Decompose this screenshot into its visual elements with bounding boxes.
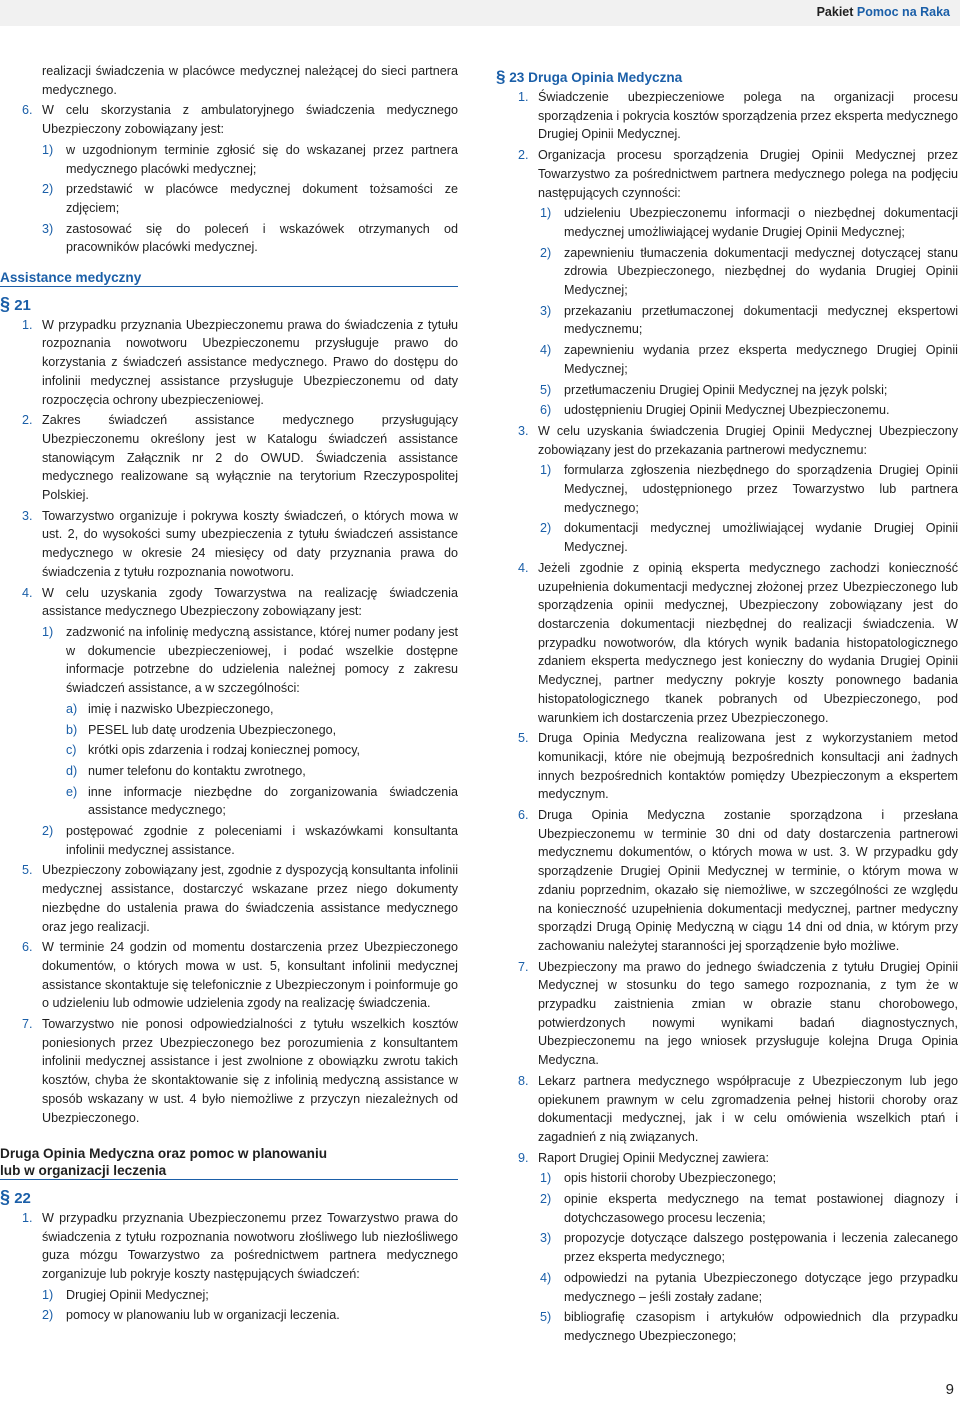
- item-6-sublist: [0, 141, 458, 257]
- item-text: przetłumaczeniu Drugiej Opinii Medycznej na język polski;: [564, 382, 888, 397]
- list-item: [0, 822, 458, 859]
- item-number: 2.: [518, 148, 529, 163]
- numbered-item: [0, 411, 458, 505]
- item-text: udostępnieniu Drugiej Opinii Medycznej Ubezpieczonemu.: [564, 403, 890, 418]
- paragraph-22-sign: [0, 1188, 458, 1209]
- item-text: bibliografię czasopism i artykułów odpowiednich dla przypadku medycznego Ubezpieczonego;: [564, 1310, 958, 1343]
- item-number: d): [66, 763, 78, 778]
- item-text: W terminie 24 godzin od momentu dostarczenia przez Ubezpieczonego dokumentów, o których mowa w ust. 5, konsultant infolinii medycznej assistance skontaktuje się telefonicznie z Ubezpieczonym i poinformuje go o udzieleniu lub odmowie udzielenia zgody na realizację świadczenia.: [42, 940, 458, 1011]
- paragraph-number: 22: [14, 1190, 31, 1208]
- right-item-2-sublist: [496, 204, 958, 420]
- list-item: [0, 1306, 458, 1325]
- item-number: 2): [540, 245, 552, 260]
- item-number: 8.: [518, 1073, 529, 1088]
- item-number: 3): [42, 221, 54, 236]
- item-text: Druga Opinia Medyczna realizowana jest z wykorzystaniem metod komunikacji, które nie obejmują bezpośrednich konsultacji ani żadnych innych bezpośrednich kontaktów pomiędzy Ubezpieczonym a ekspertem medycznym.: [538, 731, 958, 802]
- item-number: 1.: [22, 1210, 33, 1225]
- item-number: 1): [42, 1287, 54, 1302]
- paragraph-title: Druga Opinia Medyczna: [528, 70, 683, 85]
- item-number: 5): [540, 1310, 552, 1325]
- right-item-1: [496, 88, 958, 144]
- list-item: [496, 302, 958, 339]
- item-text: krótki opis zdarzenia i rodzaj koniecznej pomocy,: [88, 743, 361, 758]
- numbered-item: [496, 729, 958, 804]
- list-item: [0, 141, 458, 178]
- item-number: 4): [540, 1270, 552, 1285]
- item-text: opinie eksperta medycznego na temat postawionej diagnozy i dotychczasowego procesu leczenia;: [564, 1192, 958, 1225]
- item-text: dokumentacji medycznej umożliwiającej wydanie Drugiej Opinii Medycznej.: [564, 521, 958, 555]
- item-number: 1): [540, 206, 552, 221]
- item-text: Jeżeli zgodnie z opinią eksperta medycznego zachodzi konieczność uzupełnienia dokumentacji medycznej złożonej przez Ubezpieczonego lub sporządzenia opinii medycznej, Ubezpieczony zobowiązany jest do dostarczenia dokumentacji niezbędnej do realizacji świadczenia. W przypadku nowotworów, dla których wynik badania histopatologicznego zdaniem eksperta medycznego jest konieczny do wydania Drugiej Opinii Medycznej, partner medyczny pokryje koszty ponownego badania histopatologicznego tkanek pobranych od Ubezpieczonego, pod warunkiem ich dostarczenia przez Ubezpieczonego.: [538, 560, 958, 725]
- item-text: udzieleniu Ubezpieczonemu informacji o niezbędnej dokumentacji medycznej umożliwiającej wydanie Drugiej Opinii Medycznej;: [564, 206, 958, 239]
- item-text: PESEL lub datę urodzenia Ubezpieczonego,: [88, 722, 337, 737]
- list-item: [0, 623, 458, 698]
- right-item-3-sublist: [496, 461, 958, 557]
- item-number: 5.: [518, 731, 529, 746]
- item-number: 7.: [518, 959, 529, 974]
- list-item: [0, 220, 458, 257]
- item-number: c): [66, 743, 77, 758]
- item-text: W celu uzyskania świadczenia Drugiej Opinii Medycznej Ubezpieczony zobowiązany jest do przekazania partnerowi medycznemu:: [538, 423, 958, 457]
- item-number: 1): [540, 463, 552, 478]
- item-number: 4.: [518, 560, 529, 575]
- item-number: 3.: [518, 423, 529, 438]
- paragraph-21-sign: [0, 295, 458, 316]
- item-number: 2): [540, 1192, 552, 1207]
- item-text: propozycje dotyczące dalszego postępowania i leczenia zalecanego przez eksperta medycznego;: [564, 1231, 958, 1265]
- numbered-item: [0, 316, 458, 410]
- list-item: [496, 519, 958, 556]
- item-text: Organizacja procesu sporządzenia Drugiej Opinii Medycznej przez Towarzystwo za pośrednictwem partnera medycznego polega na podjęciu następujących czynności:: [538, 148, 958, 200]
- item-text: Zakres świadczeń assistance medycznego przysługujący Ubezpieczonemu określony jest w Katalogu świadczeń assistance stanowiącym Załącznik nr 2 do OWUD. Świadczenia assistance medycznego realizowane są wyłącznie na terytorium Rzeczypospolitej Polskiej.: [42, 413, 458, 503]
- right-items-rest: [496, 559, 958, 1168]
- page-header: [0, 0, 960, 26]
- numbered-item: [496, 422, 958, 459]
- item-number: 6.: [518, 808, 529, 823]
- section-symbol: §: [0, 1187, 11, 1208]
- section-symbol: §: [0, 294, 11, 315]
- brand-title: [817, 5, 950, 19]
- item-number: 5.: [22, 863, 33, 878]
- list-item: [496, 461, 958, 517]
- section-symbol: §: [496, 67, 506, 86]
- numbered-item: [496, 559, 958, 727]
- item-text: formularza zgłoszenia niezbędnego do sporządzenia Drugiej Opinii Medycznej, udostępnionego przez Towarzystwo lub partnera medycznego;: [564, 463, 958, 515]
- item-number: 1.: [22, 317, 33, 332]
- list-item: [496, 1229, 958, 1266]
- paragraph-21-rest: [0, 861, 458, 1127]
- list-item: [496, 244, 958, 300]
- right-item-3: [496, 422, 958, 459]
- numbered-item: [496, 146, 958, 202]
- intro-continuation: realizacji świadczenia w placówce medycznej należącej do sieci partnera medycznego.: [42, 64, 458, 97]
- paragraph-21-list: [0, 316, 458, 621]
- list-item: [496, 1269, 958, 1306]
- item-text: postępować zgodnie z poleceniami i wskazówkami konsultanta infolinii medycznej assistance.: [66, 824, 458, 857]
- item-text: przekazaniu przetłumaczonej dokumentacji medycznej ekspertowi medycznemu;: [564, 303, 958, 337]
- item-number: 3): [540, 1231, 552, 1246]
- item-number: 6.: [22, 103, 33, 118]
- item-text: inne informacje niezbędne do zorganizowania świadczenia assistance medycznego;: [88, 784, 458, 818]
- item-number: 9.: [518, 1150, 529, 1165]
- item-number: e): [66, 784, 78, 799]
- item-number: 2): [42, 824, 54, 839]
- paragraph-23-heading: [496, 68, 958, 86]
- numbered-item: [496, 806, 958, 956]
- paragraph-21-4-sub2: [0, 822, 458, 859]
- brand-accent: Pomoc na Raka: [856, 5, 950, 19]
- numbered-item: [0, 861, 458, 936]
- left-column: [0, 62, 458, 1327]
- numbered-item: [496, 1072, 958, 1147]
- item-text: W celu uzyskania zgody Towarzystwa na realizację świadczenia assistance medycznego Ubezpieczony zobowiązany jest:: [42, 585, 458, 619]
- item-number: 2): [42, 1308, 54, 1323]
- list-item: [496, 401, 958, 420]
- list-item: [0, 180, 458, 217]
- item-text: Ubezpieczony zobowiązany jest, zgodnie z dyspozycją konsultanta infolinii medycznej assistance, dostarczyć wskazane przez niego dokumenty niezbędne do ustalenia prawa do świadczenia assistance medycznego oraz jego realizacji.: [42, 863, 458, 934]
- list-item: [496, 1190, 958, 1227]
- item-number: 1): [540, 1171, 552, 1186]
- item-text: Ubezpieczony ma prawo do jednego świadczenia z tytułu Drugiej Opinii Medycznej w stosunku do tego samego rozpoznania, z tym że w przypadku zaistnienia zmian w obrazie stanu chorobowego, potwierdzonych nowymi wynikami badań diagnostycznych, Ubezpieczonemu na jego wniosek przysługuje kolejna Druga Opinia Medyczna.: [538, 959, 958, 1068]
- item-text: Towarzystwo organizuje i pokrywa koszty świadczeń, o których mowa w ust. 2, do wysokości sumy ubezpieczenia z tytułu świadczeń assistance medycznego w okresie 24 miesięcy od daty przyznania prawa do świadczenia z tytułu rozpoznania nowotworu.: [42, 508, 458, 579]
- item-text: w uzgodnionym terminie zgłosić się do wskazanej przez partnera medycznego placówki medycznej;: [66, 142, 458, 176]
- letter-item: [0, 783, 458, 820]
- item-text: opis historii choroby Ubezpieczonego;: [564, 1171, 777, 1186]
- item-number: b): [66, 722, 78, 737]
- item-text: Towarzystwo nie ponosi odpowiedzialności z tytułu wszelkich kosztów poniesionych przez Ubezpieczonego bez porozumienia z konsultantem infolinii medycznej assistance i jest zwolnione z obowiązku zwrotu takich kosztów, chyba że skontaktowanie się z infolinią medyczną assistance w sposób wskazany w ust. 4 było niemożliwe z przyczyn niezależnych od Ubezpieczonego.: [42, 1017, 458, 1125]
- item-text: przedstawić w placówce medycznej dokument tożsamości ze zdjęciem;: [66, 182, 458, 215]
- item-text: Lekarz partnera medycznego współpracuje z Ubezpieczonym lub jego opiekunem prawnym w celu zgromadzenia pełnej historii choroby oraz dokumentacji medycznej, jak i w celu omówienia wszelkich ptań i zagadnień z nią związanych.: [538, 1073, 958, 1144]
- assistance-heading: Assistance medyczny: [0, 269, 458, 287]
- numbered-item: [496, 88, 958, 144]
- item-number: 3): [540, 303, 552, 318]
- item-text: odpowiedzi na pytania Ubezpieczonego dotyczące jego przypadku medycznego – jeśli zostały zadane;: [564, 1270, 958, 1304]
- numbered-item: [496, 958, 958, 1070]
- item-number: 1): [42, 142, 54, 157]
- numbered-item: [0, 507, 458, 582]
- paragraph-21-4-letters: [0, 700, 458, 820]
- item-text: zapewnieniu wydania przez eksperta medycznego Drugiej Opinii Medycznej;: [564, 343, 958, 376]
- paragraph-number: 21: [14, 297, 31, 315]
- item-text: zastosować się do poleceń i wskazówek otrzymanych od pracowników placówki medycznej.: [66, 221, 458, 255]
- druga-heading-line1: Druga Opinia Medyczna oraz pomoc w planowaniu: [0, 1146, 328, 1162]
- numbered-item: [0, 1015, 458, 1127]
- list-item: [496, 341, 958, 378]
- item-number: 2): [42, 182, 54, 197]
- item-text: W przypadku przyznania Ubezpieczonemu przez Towarzystwo prawa do świadczenia z tytułu rozpoznania nowotworu złośliwego lub niezłośliwego guza mózgu Towarzystwo za pośrednictwem partnera medycznego zorganizuje lub pokryje koszty następujących świadczeń:: [42, 1210, 458, 1282]
- list-item: [496, 381, 958, 400]
- brand-prefix: Pakiet: [816, 5, 854, 19]
- item-text: Drugiej Opinii Medycznej;: [66, 1287, 209, 1302]
- list-item: [496, 1169, 958, 1188]
- letter-item: [0, 741, 458, 760]
- item-text: W celu skorzystania z ambulatoryjnego świadczenia medycznego Ubezpieczony zobowiązany jest:: [42, 103, 458, 137]
- item-number: 4.: [22, 585, 33, 600]
- numbered-item: [0, 1209, 458, 1284]
- druga-opinia-heading: [0, 1145, 458, 1180]
- paragraph-22-list: [0, 1209, 458, 1325]
- item-text: zapewnieniu tłumaczenia dokumentacji medycznej dotyczącej stanu zdrowia Ubezpieczonego, niezbędnej do wydania Drugiej Opinii Medycznej;: [564, 245, 958, 298]
- letter-item: [0, 700, 458, 719]
- item-text: Świadczenie ubezpieczeniowe polega na organizacji procesu sporządzenia i pokrycia kosztów sporządzenia przez eksperta medycznego Drugiej Opinii Medycznej.: [538, 90, 959, 142]
- numbered-item: [0, 938, 458, 1013]
- item-text: Druga Opinia Medyczna zostanie sporządzona i przesłana Ubezpieczonemu w terminie 30 dni od daty dostarczenia partnerowi medycznemu dokumentów, o których mowa w ust. 3. W przypadku gdy sporządzenie Drugiej Opinii Medycznej w terminie, o którym mowa w zdaniu poprzednim, okazało się niemożliwe, w szczególności ze względu na konieczność uzupełnienia dokumentacji medycznej, partner medyczny sporządzi Drugą Opinię Medyczną w ciągu 14 dni od dnia, w którym przy zachowaniu należytej staranności jej sporządzenie było możliwe.: [538, 808, 958, 953]
- item-number: 7.: [22, 1017, 33, 1032]
- item-number: 1.: [518, 90, 529, 104]
- letter-item: [0, 762, 458, 781]
- right-item-2: [496, 146, 958, 202]
- item-text: zadzwonić na infolinię medyczną assistance, której numer podany jest w dokumencie ubezpieczeniowej, i podać wszelkie dostępne informacje potrzebne do udzielenia należnej pomocy z zakresu świadczeń assistance, a w szczególności:: [66, 624, 458, 696]
- item-text: numer telefonu do kontaktu zwrotnego,: [88, 763, 306, 778]
- item-number: 3.: [22, 508, 33, 523]
- item-number: 2.: [22, 413, 33, 428]
- item-text: W przypadku przyznania Ubezpieczonemu prawa do świadczenia z tytułu rozpoznania nowotworu Ubezpieczonemu przysługuje prawo do korzystania z świadczeń assistance medycznego. Prawo do dostępu do infolinii medycznej assistance przysługuje Ubezpieczonemu od daty rozpoczęcia ochrony ubezpieczeniowej.: [42, 317, 458, 407]
- item-text: imię i nazwisko Ubezpieczonego,: [88, 701, 274, 716]
- paragraph-number: 23: [509, 70, 525, 85]
- page-number: 9: [945, 1381, 954, 1398]
- item-number: a): [66, 701, 78, 716]
- item-number: 6): [540, 403, 552, 418]
- letter-item: [0, 721, 458, 740]
- list-item: [496, 1308, 958, 1345]
- item-text: pomocy w planowaniu lub w organizacji leczenia.: [66, 1308, 340, 1323]
- item-number: 5): [540, 382, 552, 397]
- right-column: [496, 62, 958, 1348]
- list-item: [496, 204, 958, 241]
- numbered-item: [496, 1149, 958, 1168]
- item-number: 2): [540, 521, 552, 536]
- list-item: [0, 1286, 458, 1305]
- item-6: [0, 101, 458, 138]
- item-number: 1): [42, 624, 54, 639]
- right-item-9-sublist: [496, 1169, 958, 1345]
- druga-heading-line2: lub w organizacji leczenia: [0, 1163, 167, 1179]
- paragraph-21-4-sub1: [0, 623, 458, 698]
- numbered-item: [0, 584, 458, 621]
- item-number: 4): [540, 343, 552, 358]
- item-text: Raport Drugiej Opinii Medycznej zawiera:: [538, 1150, 769, 1165]
- item-number: 6.: [22, 940, 33, 955]
